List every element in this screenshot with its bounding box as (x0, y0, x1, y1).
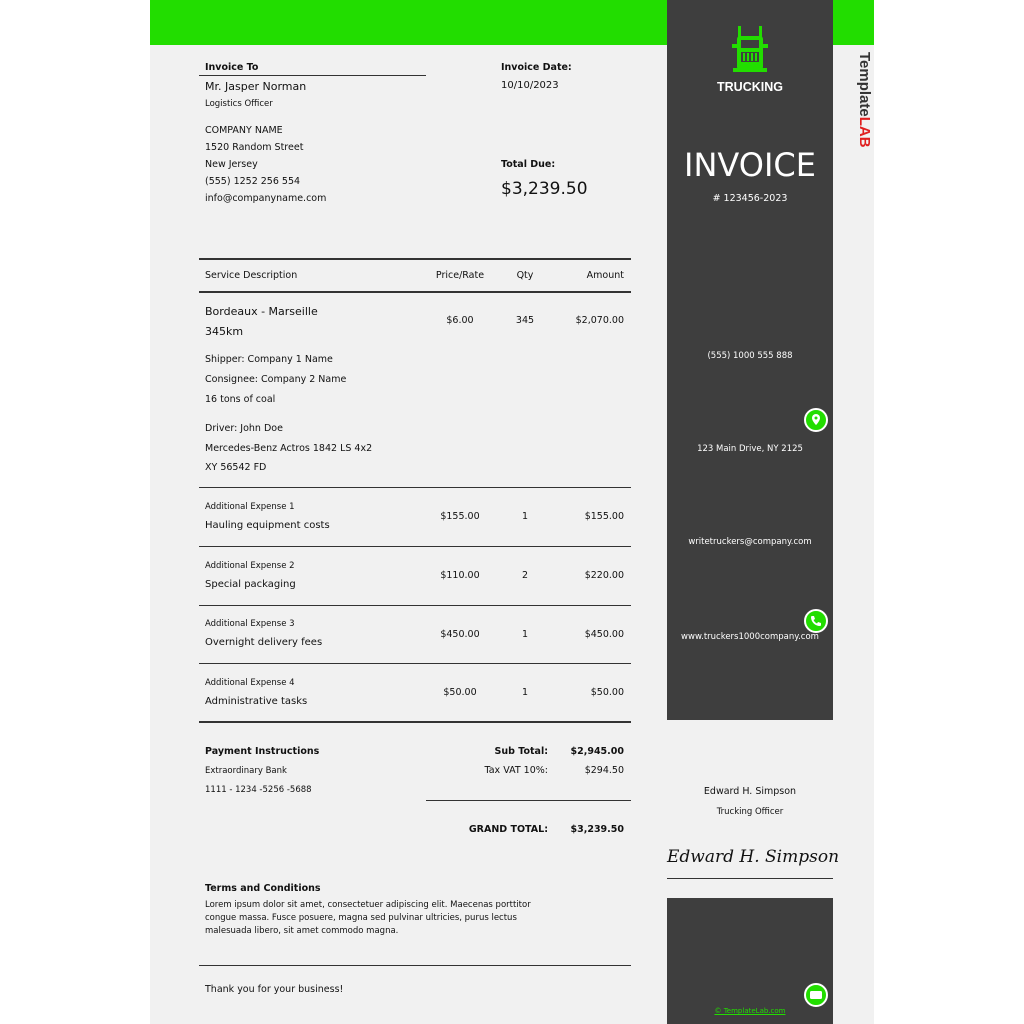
plate: XY 56542 FD (205, 462, 267, 473)
divider (199, 663, 631, 664)
footer-link[interactable]: © TemplateLab.com (714, 1007, 786, 1015)
expense-label: Additional Expense 2 (205, 561, 295, 571)
company-name: COMPANY NAME (205, 125, 283, 136)
divider (199, 605, 631, 606)
subtotal-value: $2,945.00 (570, 746, 624, 757)
expense-amount: $220.00 (584, 570, 624, 581)
expense-qty: 2 (521, 570, 529, 581)
grand-total-label: GRAND TOTAL: (468, 824, 548, 835)
driver: Driver: John Doe (205, 423, 283, 434)
side-panel-footer (667, 898, 833, 1024)
divider (199, 75, 426, 76)
expense-price: $50.00 (443, 687, 477, 698)
invoice-title: INVOICE (684, 146, 816, 184)
payment-heading: Payment Instructions (205, 746, 320, 757)
expense-amount: $155.00 (584, 511, 624, 522)
client-role: Logistics Officer (205, 99, 273, 109)
divider (199, 546, 631, 547)
expense-desc: Administrative tasks (205, 696, 308, 707)
company-phone: (555) 1252 256 554 (205, 176, 301, 187)
shipper: Shipper: Company 1 Name (205, 354, 333, 365)
divider (199, 258, 631, 260)
account-number: 1111 - 1234 -5256 -5688 (205, 785, 312, 795)
invoice-number: # 123456-2023 (712, 193, 788, 204)
location-icon (804, 408, 828, 432)
main-price: $6.00 (446, 315, 474, 326)
bank-name: Extraordinary Bank (205, 766, 287, 776)
company-email: info@companyname.com (205, 193, 327, 204)
expense-label: Additional Expense 3 (205, 619, 295, 629)
signer-role: Trucking Officer (716, 807, 784, 817)
grand-total-value: $3,239.50 (570, 824, 624, 835)
header-qty: Qty (516, 270, 534, 281)
cargo: 16 tons of coal (205, 394, 276, 405)
phone-icon (804, 609, 828, 633)
tax-value: $294.50 (584, 765, 624, 776)
expense-label: Additional Expense 4 (205, 678, 295, 688)
divider (426, 800, 631, 801)
truck-icon (731, 24, 769, 74)
company-street: 1520 Random Street (205, 142, 304, 153)
vehicle: Mercedes-Benz Actros 1842 LS 4x2 (205, 443, 373, 454)
header-amount: Amount (586, 270, 624, 281)
consignee: Consignee: Company 2 Name (205, 374, 347, 385)
header-price: Price/Rate (435, 270, 485, 281)
terms-heading: Terms and Conditions (205, 883, 321, 894)
expense-qty: 1 (521, 511, 529, 522)
expense-desc: Special packaging (205, 579, 296, 590)
brand-logo: TemplateLAB (856, 52, 873, 148)
invoice-date-value: 10/10/2023 (501, 80, 559, 91)
main-qty: 345 (515, 315, 535, 326)
main-amount: $2,070.00 (575, 315, 624, 326)
expense-qty: 1 (521, 687, 529, 698)
distance: 345km (205, 325, 244, 338)
divider (199, 487, 631, 488)
total-due-label: Total Due: (501, 159, 556, 170)
divider (199, 721, 631, 723)
subtotal-label: Sub Total: (494, 746, 548, 757)
expense-price: $110.00 (440, 570, 480, 581)
contact-phone: (555) 1000 555 888 (707, 351, 793, 361)
divider (667, 878, 833, 879)
client-name: Mr. Jasper Norman (205, 80, 307, 93)
logo-label: TRUCKING (717, 80, 783, 94)
thank-you: Thank you for your business! (205, 984, 344, 995)
expense-amount: $50.00 (590, 687, 624, 698)
header-description: Service Description (205, 270, 298, 281)
tax-label: Tax VAT 10%: (484, 765, 548, 776)
invoice-date-label: Invoice Date: (501, 62, 572, 73)
expense-price: $450.00 (440, 629, 480, 640)
route: Bordeaux - Marseille (205, 305, 318, 318)
expense-desc: Hauling equipment costs (205, 520, 330, 531)
company-state: New Jersey (205, 159, 258, 170)
signature: Edward H. Simpson (667, 847, 840, 867)
invoice-to-heading: Invoice To (205, 62, 259, 73)
total-due-value: $3,239.50 (501, 179, 588, 199)
terms-text: Lorem ipsum dolor sit amet, consectetuer adipiscing elit. Maecenas porttitor congue massa. Fusce posuere, magna sed pulvinar ultricies, purus lectus malesuada libero, sit amet commodo magna. (205, 900, 531, 936)
divider (199, 291, 631, 293)
expense-desc: Overnight delivery fees (205, 637, 323, 648)
message-icon (804, 983, 828, 1007)
divider (199, 965, 631, 966)
contact-email[interactable]: writetruckers@company.com (688, 537, 812, 547)
expense-label: Additional Expense 1 (205, 502, 295, 512)
signer-name: Edward H. Simpson (703, 786, 797, 797)
expense-qty: 1 (521, 629, 529, 640)
expense-price: $155.00 (440, 511, 480, 522)
expense-amount: $450.00 (584, 629, 624, 640)
contact-address: 123 Main Drive, NY 2125 (697, 444, 803, 454)
contact-website[interactable]: www.truckers1000company.com (681, 632, 819, 642)
